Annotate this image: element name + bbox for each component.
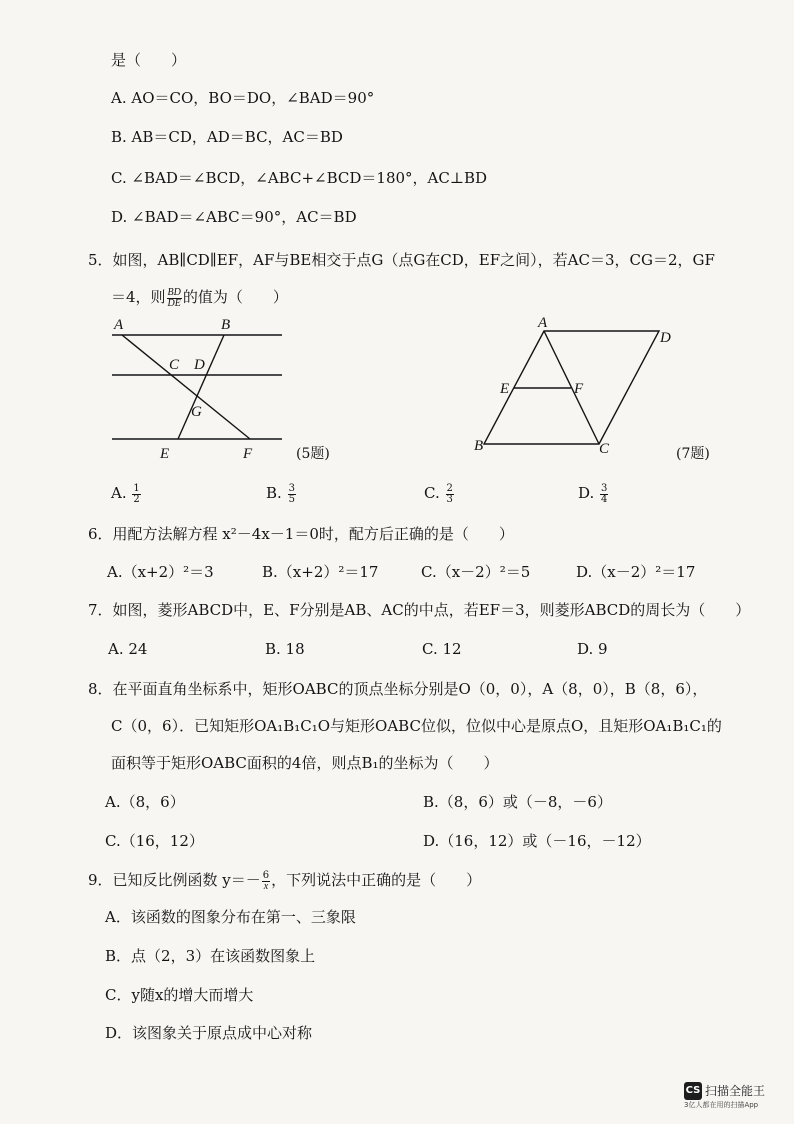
watermark-name: 扫描全能王 xyxy=(705,1084,766,1098)
cs-logo-icon: CS xyxy=(684,1082,702,1100)
label-c: C xyxy=(169,357,180,373)
figure-q5 xyxy=(100,310,360,470)
q6-option-d: D.（x－2）²＝17 xyxy=(576,563,696,581)
q5-option-c xyxy=(424,483,455,505)
q5-option-a xyxy=(111,483,142,505)
q6-option-a: A.（x+2）²＝3 xyxy=(107,563,214,581)
q7-option-a: A. 24 xyxy=(108,640,148,658)
q9-option-b: B．点（2，3）在该函数图象上 xyxy=(105,947,316,965)
q8-option-b: B.（8，6）或（－8，－6） xyxy=(423,793,612,811)
q5-option-a-frac xyxy=(132,484,140,505)
q4-option-d: D. ∠BAD＝∠ABC＝90°，AC＝BD xyxy=(111,208,357,226)
q5-option-b-den: 5 xyxy=(288,493,295,505)
label-d: D xyxy=(660,330,671,346)
q5-option-d xyxy=(578,483,609,505)
q7-option-b: B. 18 xyxy=(265,640,305,658)
q4-option-b: B. AB＝CD，AD＝BC，AC＝BD xyxy=(111,128,343,146)
q5-option-b-label: B. xyxy=(266,484,282,502)
label-f: F xyxy=(574,381,584,397)
segment-af xyxy=(122,335,250,439)
q9-option-c: C．y随x的增大而增大 xyxy=(105,986,254,1004)
q5-option-c-frac xyxy=(446,484,454,505)
caption-q5: (5题) xyxy=(296,446,330,462)
q6-stem: 6．用配方法解方程 x²－4x－1＝0时，配方后正确的是（ ） xyxy=(88,525,514,543)
q4-option-c: C. ∠BAD＝∠BCD，∠ABC+∠BCD＝180°，AC⊥BD xyxy=(111,169,488,187)
q5-stem-line1: 5．如图，AB∥CD∥EF，AF与BE相交于点G（点G在CD，EF之间），若AC＝3，CG＝2，GF xyxy=(88,251,715,269)
label-c: C xyxy=(599,441,610,457)
label-f: F xyxy=(243,446,253,462)
q4-tail: 是（ ） xyxy=(111,51,187,69)
q9-option-a: A．该函数的图象分布在第一、三象限 xyxy=(105,908,356,926)
q5-option-a-label: A. xyxy=(111,484,127,502)
q5-stem-pre: ＝4，则 xyxy=(111,288,166,306)
label-a: A xyxy=(114,317,124,333)
q5-frac-num: BD xyxy=(167,286,181,298)
label-d: D xyxy=(194,357,205,373)
figure-q7 xyxy=(470,310,730,470)
q5-option-a-den: 2 xyxy=(133,493,140,505)
q9-stem xyxy=(88,870,481,892)
q5-frac-den: DE xyxy=(167,297,181,309)
q5-option-c-label: C. xyxy=(424,484,440,502)
q5-fraction xyxy=(167,288,182,309)
q5-stem-line2 xyxy=(111,287,288,309)
scanner-watermark xyxy=(684,1080,766,1109)
q5-option-b-num: 3 xyxy=(288,482,295,494)
label-a: A xyxy=(538,315,548,331)
q8-option-a: A.（8，6） xyxy=(105,793,185,811)
q5-option-a-num: 1 xyxy=(133,482,140,494)
q9-fraction xyxy=(262,871,270,892)
label-e: E xyxy=(160,446,170,462)
watermark-subtitle: 3亿人都在用的扫描App xyxy=(684,1101,759,1109)
q7-option-d: D. 9 xyxy=(577,640,608,658)
q9-frac-den: x xyxy=(263,880,269,892)
q5-option-d-label: D. xyxy=(578,484,595,502)
q5-option-c-den: 3 xyxy=(446,493,453,505)
q5-option-b-frac xyxy=(288,484,296,505)
q5-stem-post: 的值为（ ） xyxy=(182,288,288,306)
caption-q7: (7题) xyxy=(676,446,710,462)
q5-option-c-num: 2 xyxy=(446,482,453,494)
q4-option-a: A. AO＝CO，BO＝DO，∠BAD＝90° xyxy=(111,89,375,107)
q8-option-c: C.（16，12） xyxy=(105,832,204,850)
q5-option-b xyxy=(266,483,297,505)
label-b: B xyxy=(221,317,231,333)
q9-option-d: D．该图象关于原点成中心对称 xyxy=(105,1024,313,1042)
label-g: G xyxy=(191,404,202,420)
q8-stem-line1: 8．在平面直角坐标系中，矩形OABC的顶点坐标分别是O（0，0），A（8，0），B（8，6）， xyxy=(88,680,708,698)
q9-stem-post: ，下列说法中正确的是（ ） xyxy=(271,871,482,889)
q8-stem-line2: C（0，6）．已知矩形OA₁B₁C₁O与矩形OABC位似，位似中心是原点O，且矩形OA₁B₁C₁的 xyxy=(111,717,722,735)
q9-stem-pre: 9．已知反比例函数 y＝－ xyxy=(88,871,261,889)
label-b: B xyxy=(474,438,484,454)
q6-option-b: B.（x+2）²＝17 xyxy=(262,563,379,581)
q7-option-c: C. 12 xyxy=(422,640,462,658)
q7-stem: 7．如图，菱形ABCD中，E、F分别是AB、AC的中点，若EF＝3，则菱形ABCD的周长为（ ） xyxy=(88,601,751,619)
label-e: E xyxy=(500,381,510,397)
q8-option-d: D.（16，12）或（－16，－12） xyxy=(423,832,651,850)
q6-option-c: C.（x－2）²＝5 xyxy=(421,563,531,581)
q5-option-d-den: 4 xyxy=(601,493,608,505)
q9-frac-num: 6 xyxy=(262,869,270,881)
q5-option-d-frac xyxy=(600,484,608,505)
q8-stem-line3: 面积等于矩形OABC面积的4倍，则点B₁的坐标为（ ） xyxy=(111,754,499,772)
q5-option-d-num: 3 xyxy=(601,482,608,494)
